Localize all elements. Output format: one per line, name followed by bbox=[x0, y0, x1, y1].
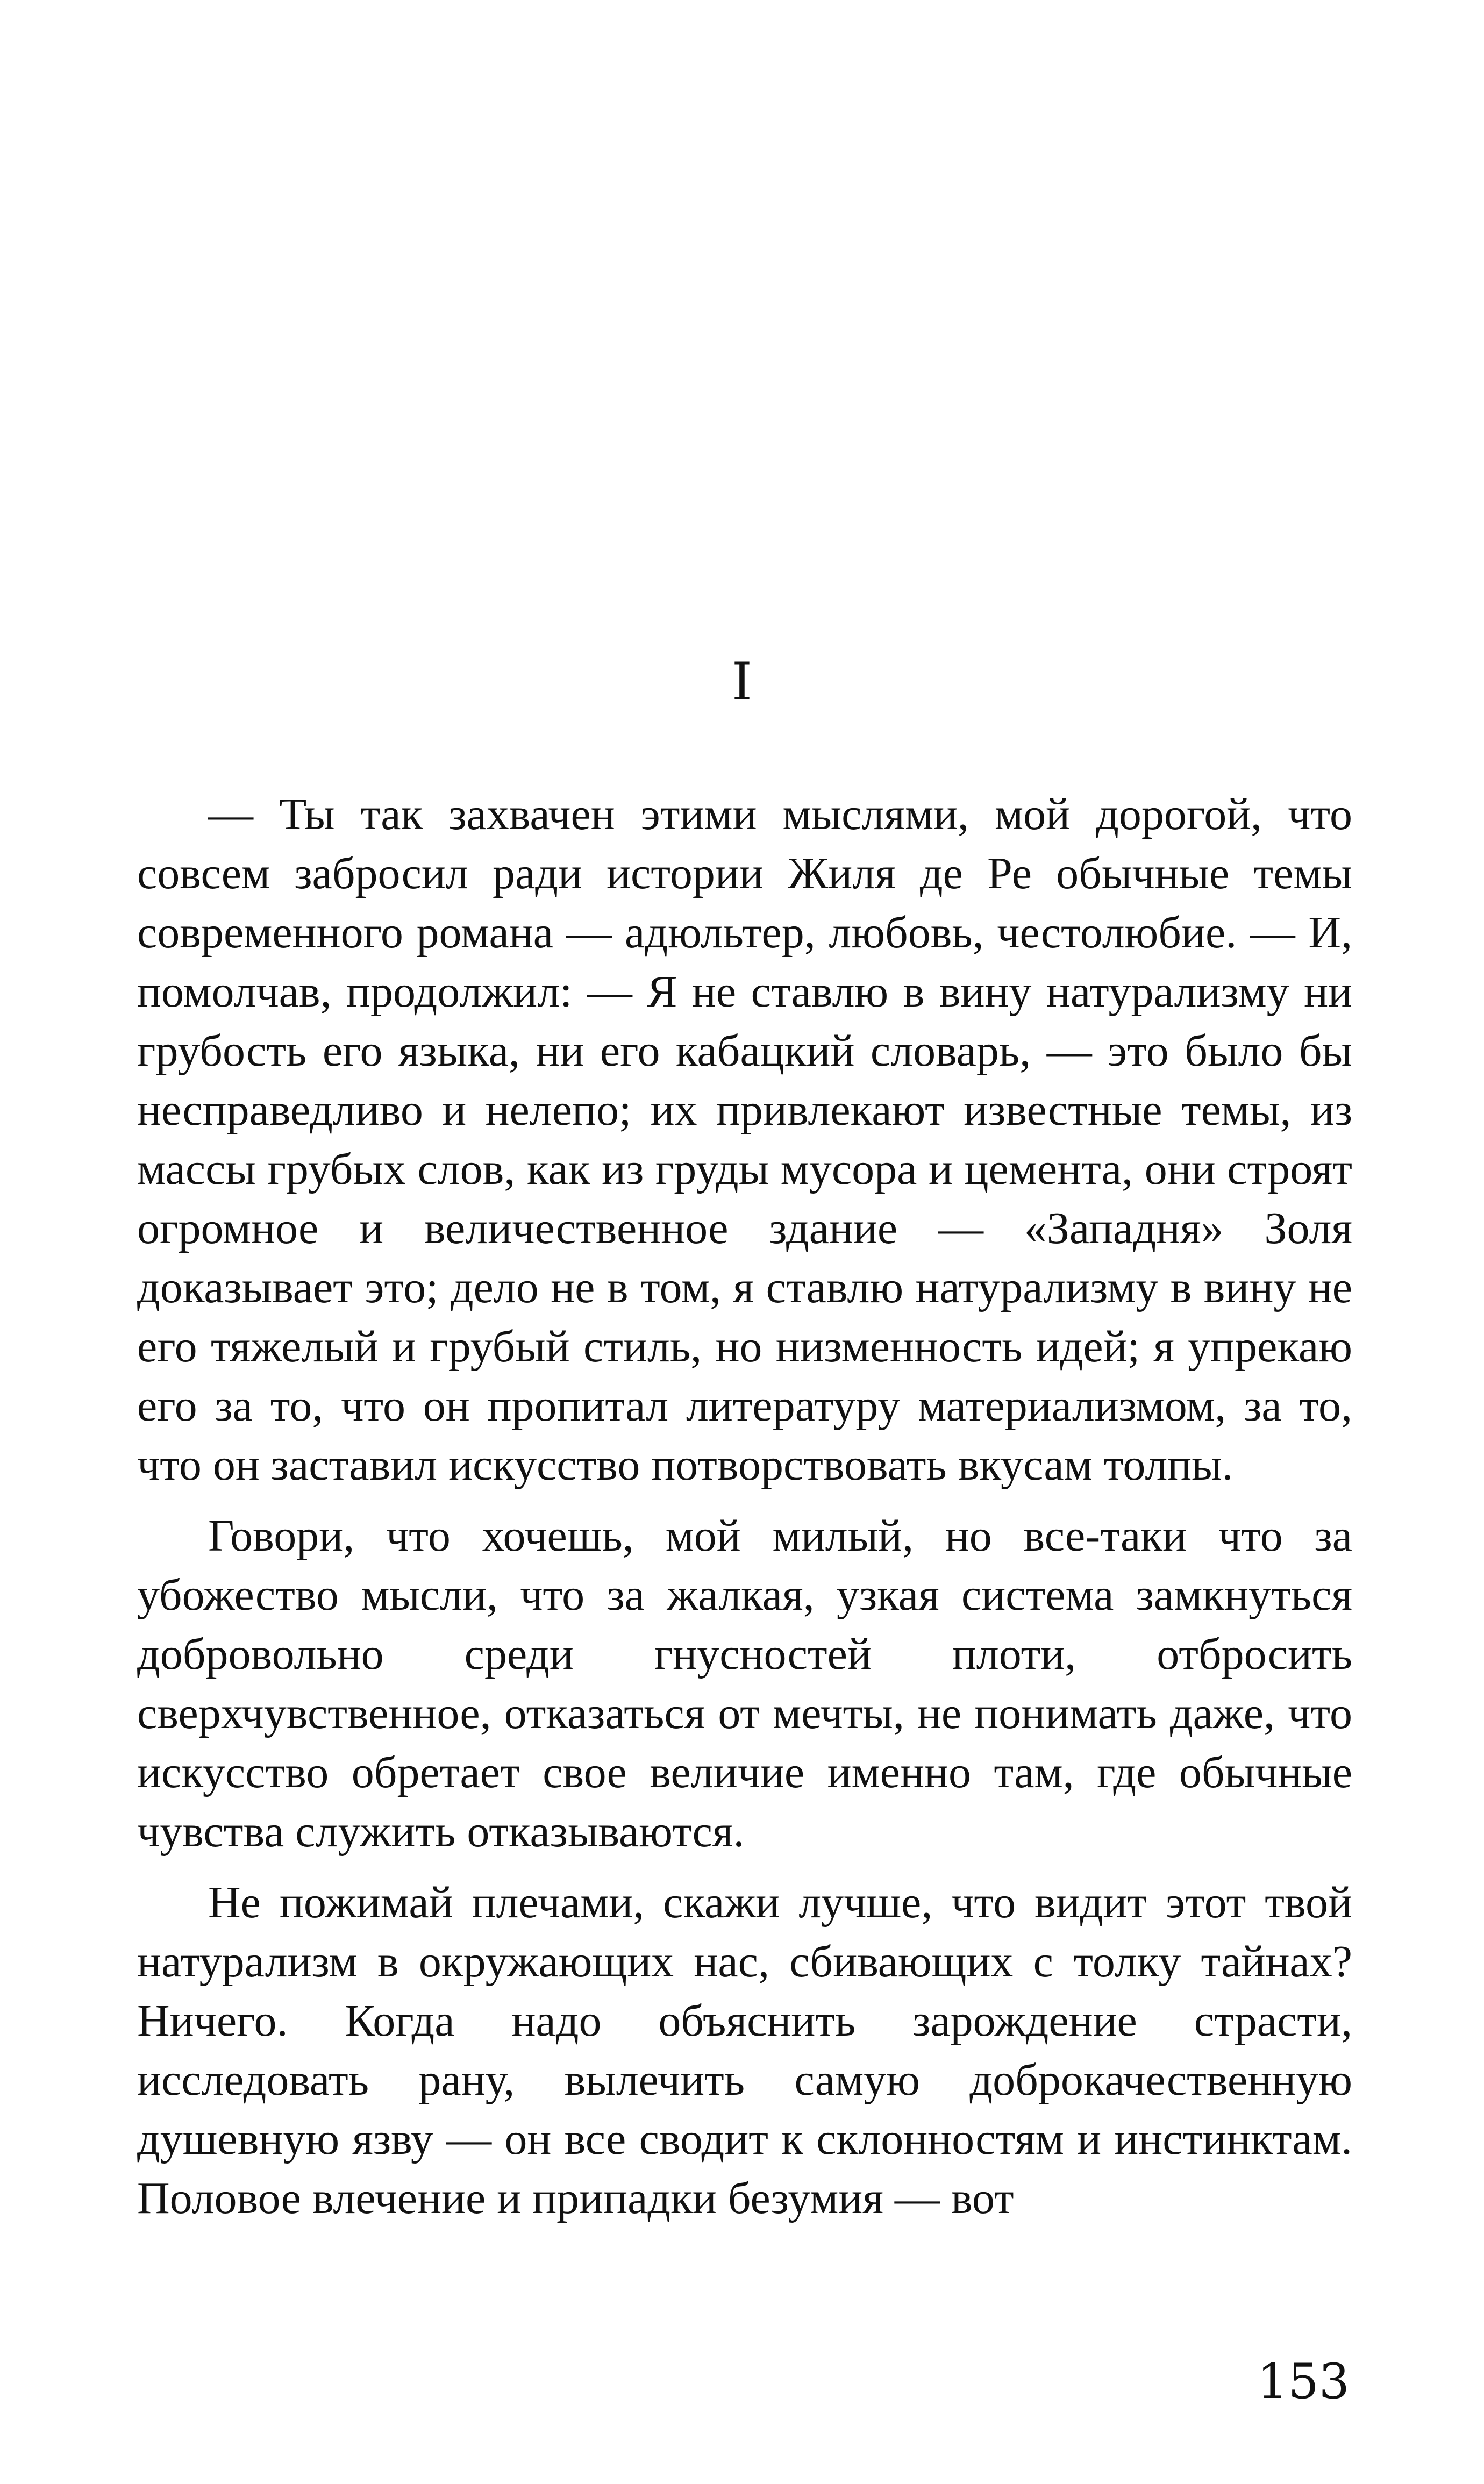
chapter-heading: I bbox=[732, 652, 752, 712]
paragraph-3: Не пожимай плечами, скажи лучше, что видит этот твой натурализм в окружающих нас, сбивающих с толку тайнах? Ничего. Когда надо объяснить зарождение страсти, исследовать рану, вылечить самую доброкачественную душевную язву — он все сводит к склонностям и инстинктам. Половое влечение и припадки безумия — вот bbox=[137, 1878, 1352, 2223]
body-text bbox=[137, 785, 1352, 2240]
paragraph-2: Говори, что хочешь, мой милый, но все-таки что за убожество мысли, что за жалкая, узкая система замкнуться добровольно среди гнусностей плоти, отбросить сверхчувственное, отказаться от мечты, не понимать даже, что искусство обретает свое величие именно там, где обычные чувства служить отказываются. bbox=[137, 1511, 1352, 1857]
paragraph-1: — Ты так захвачен этими мыслями, мой дорогой, что совсем забросил ради истории Жиля де Ре обычные темы современного романа — адюльтер, любовь, честолюбие. — И, помолчав, продолжил: — Я не ставлю в вину натурализму ни грубость его языка, ни его кабацкий словарь, — это было бы несправедливо и нелепо; их привлекают известные темы, из массы грубых слов, как из груды мусора и цемента, они строят огромное и величественное здание — «Западня» Золя доказывает это; дело не в том, я ставлю натурализму в вину не его тяжелый и грубый стиль, но низменность идей; я упрекаю его за то, что он пропитал литературу материализмом, за то, что он заставил искусство потворствовать вкусам толпы. bbox=[137, 789, 1352, 1490]
page-number: 153 bbox=[1257, 2353, 1350, 2410]
